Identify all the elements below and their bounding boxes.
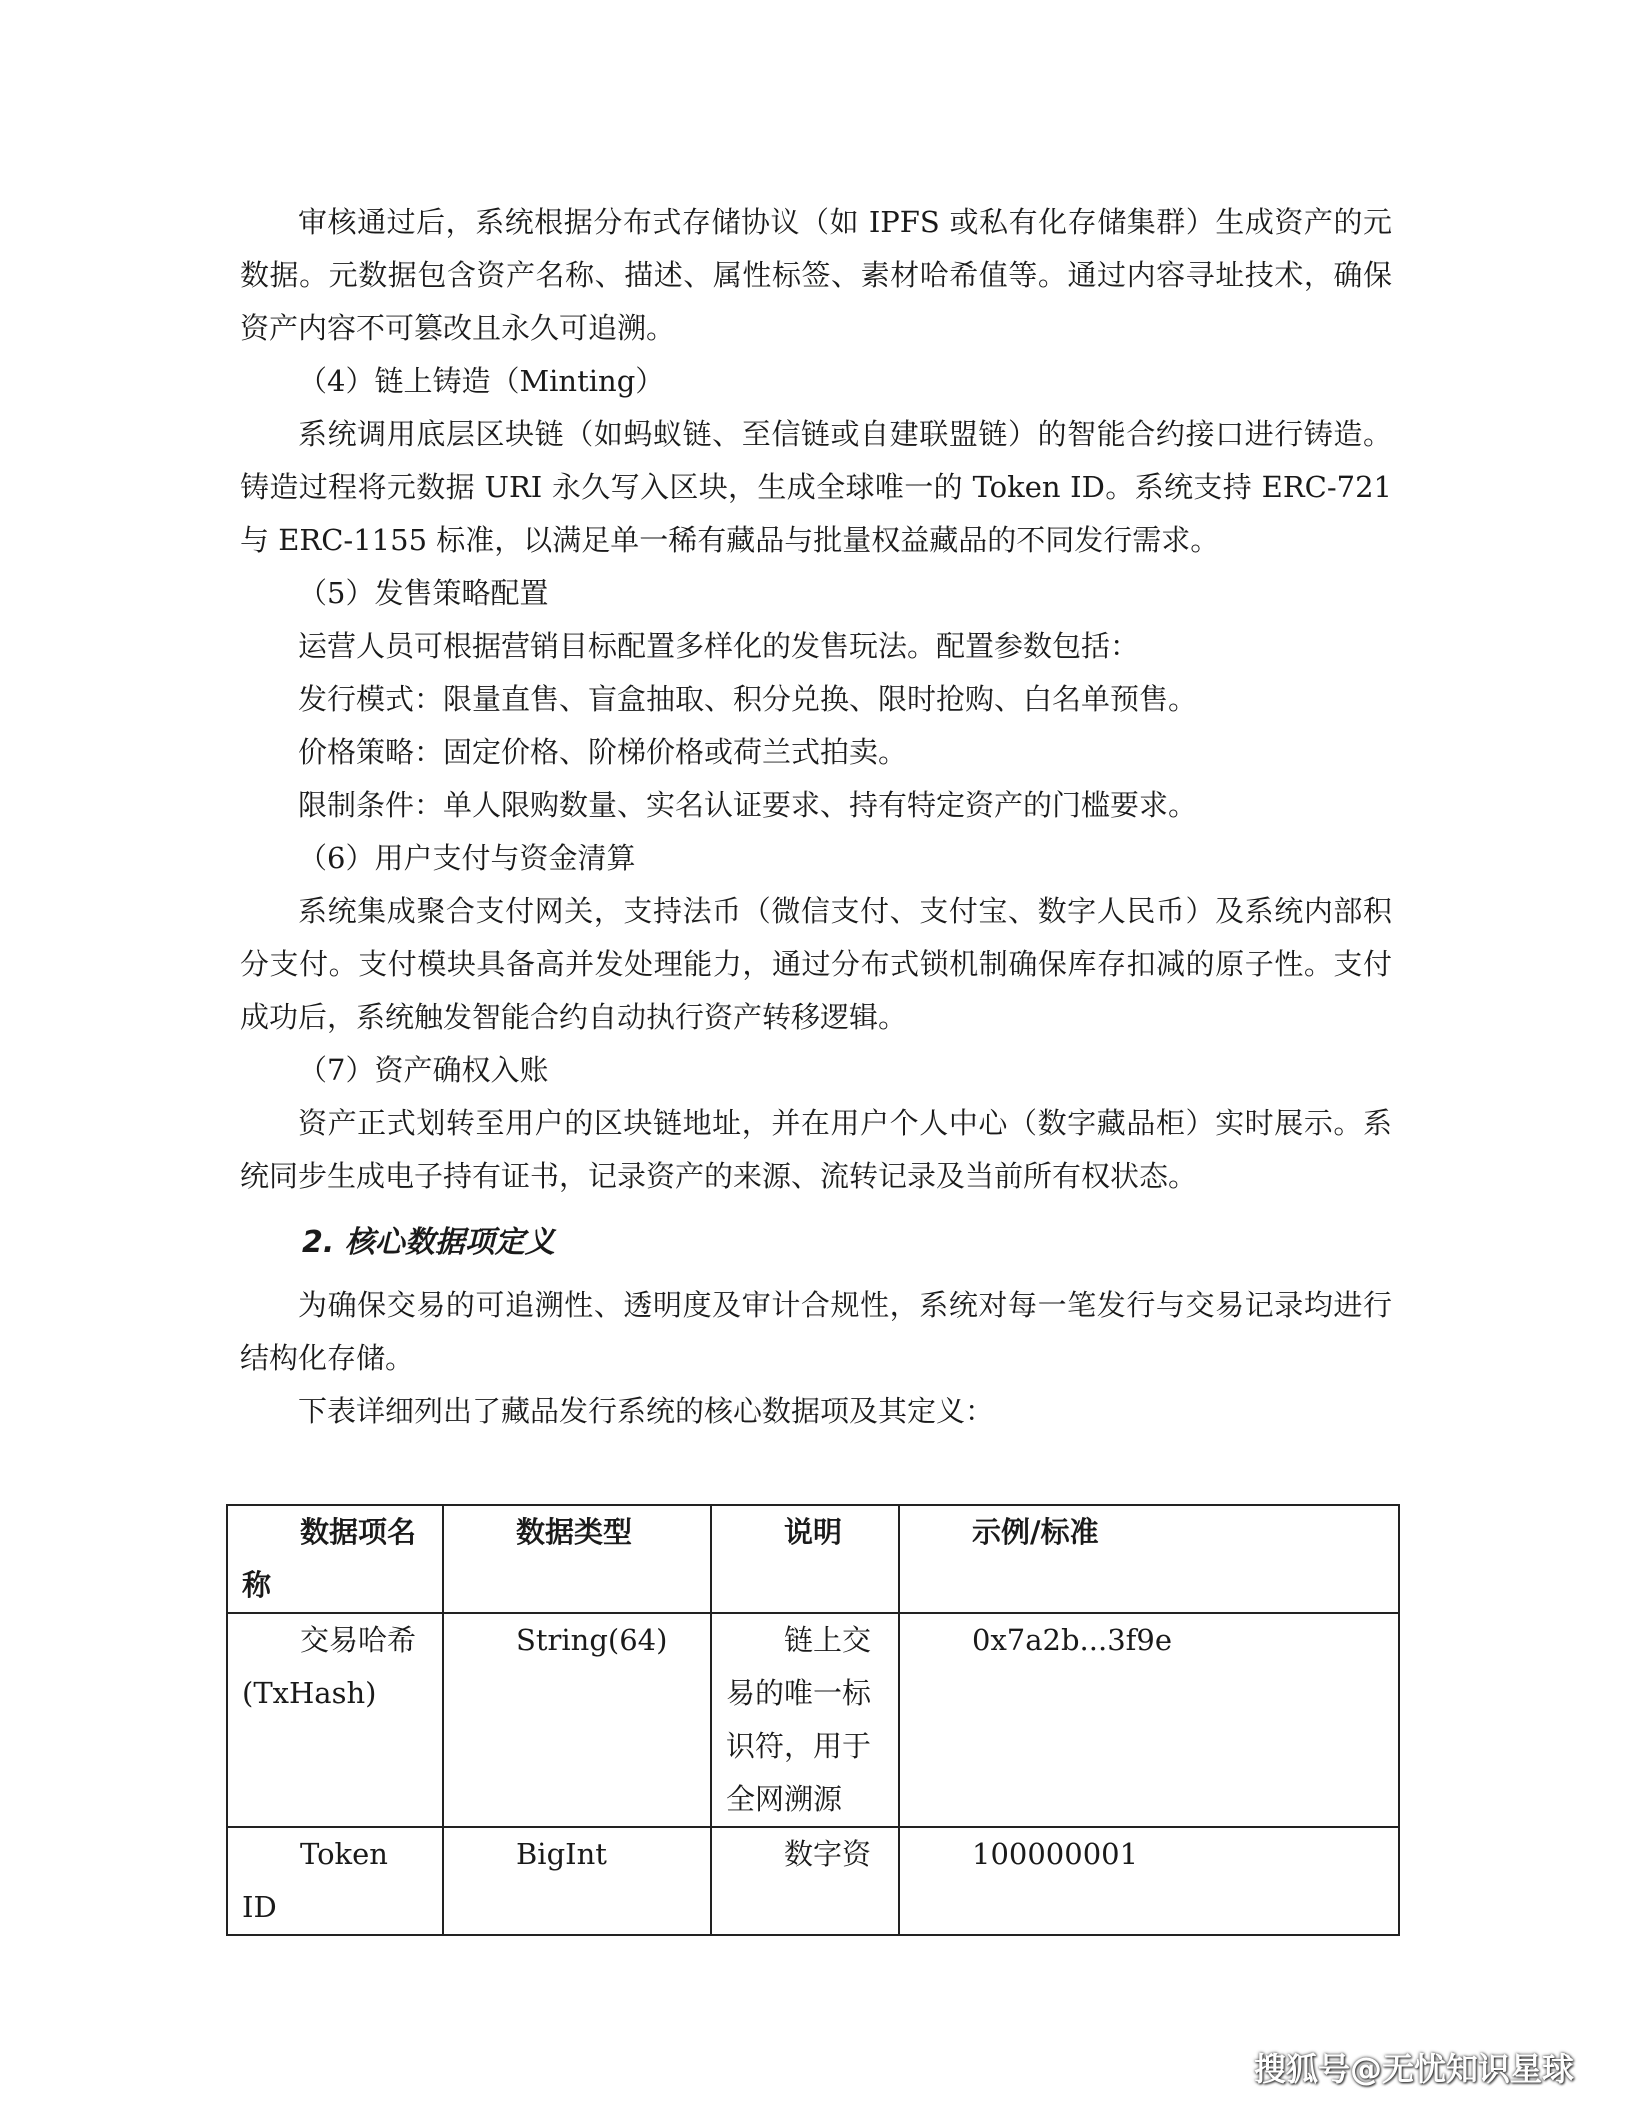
paragraph-restrictions: 限制条件：单人限购数量、实名认证要求、持有特定资产的门槛要求。 xyxy=(298,788,1198,822)
subheading-sale-strategy: （5）发售策略配置 xyxy=(298,576,549,610)
table-header-row xyxy=(227,1505,1399,1613)
document-body xyxy=(240,196,1392,1438)
table-cell: BigInt xyxy=(443,1827,711,1935)
paragraph-section-intro: 为确保交易的可追溯性、透明度及审计合规性，系统对每一笔发行与交易记录均进行结构化存储。 xyxy=(240,1288,1392,1375)
table-row xyxy=(227,1827,1399,1935)
paragraph-payment: 系统集成聚合支付网关，支持法币（微信支付、支付宝、数字人民币）及系统内部积分支付。支付模块具备高并发处理能力，通过分布式锁机制确保库存扣减的原子性。支付成功后，系统触发智能合约自动执行资产转移逻辑。 xyxy=(240,894,1392,1034)
paragraph-metadata: 审核通过后，系统根据分布式存储协议（如 IPFS 或私有化存储集群）生成资产的元数据。元数据包含资产名称、描述、属性标签、素材哈希值等。通过内容寻址技术，确保资产内容不可篡改且永久可追溯。 xyxy=(240,205,1392,345)
paragraph-minting: 系统调用底层区块链（如蚂蚁链、至信链或自建联盟链）的智能合约接口进行铸造。铸造过程将元数据 URI 永久写入区块，生成全球唯一的 Token ID。系统支持 ERC-721 与 ERC-1155 标准，以满足单一稀有藏品与批量权益藏品的不同发行需求。 xyxy=(240,417,1392,557)
table-header-cell: 数据项名称 xyxy=(227,1505,443,1613)
subheading-minting: （4）链上铸造（Minting） xyxy=(298,364,665,398)
subheading-ownership: （7）资产确权入账 xyxy=(298,1053,549,1087)
table-cell: 数字资 xyxy=(711,1827,899,1935)
paragraph-sale-config: 运营人员可根据营销目标配置多样化的发售玩法。配置参数包括： xyxy=(298,629,1140,663)
table-cell: String(64) xyxy=(443,1613,711,1827)
table-cell: 0x7a2b...3f9e xyxy=(899,1613,1399,1827)
subheading-payment: （6）用户支付与资金清算 xyxy=(298,841,636,875)
table-cell: 链上交易的唯一标识符，用于全网溯源 xyxy=(711,1613,899,1827)
table-cell: Token ID xyxy=(227,1827,443,1935)
table-cell: 100000001 xyxy=(899,1827,1399,1935)
paragraph-table-intro: 下表详细列出了藏品发行系统的核心数据项及其定义： xyxy=(298,1394,995,1428)
paragraph-price-strategy: 价格策略：固定价格、阶梯价格或荷兰式拍卖。 xyxy=(298,735,908,769)
paragraph-ownership: 资产正式划转至用户的区块链地址，并在用户个人中心（数字藏品柜）实时展示。系统同步生成电子持有证书，记录资产的来源、流转记录及当前所有权状态。 xyxy=(240,1106,1392,1193)
table-row xyxy=(227,1613,1399,1827)
paragraph-issue-mode: 发行模式：限量直售、盲盒抽取、积分兑换、限时抢购、白名单预售。 xyxy=(298,682,1198,716)
table-header-cell: 示例/标准 xyxy=(899,1505,1399,1613)
section-heading: 2. 核心数据项定义 xyxy=(302,1225,555,1260)
table-header-cell: 数据类型 xyxy=(443,1505,711,1613)
core-data-table xyxy=(226,1504,1400,1936)
table-cell: 交易哈希(TxHash) xyxy=(227,1613,443,1827)
table-header-cell: 说明 xyxy=(711,1505,899,1613)
watermark: 搜狐号@无忧知识星球 xyxy=(1253,2050,1574,2088)
